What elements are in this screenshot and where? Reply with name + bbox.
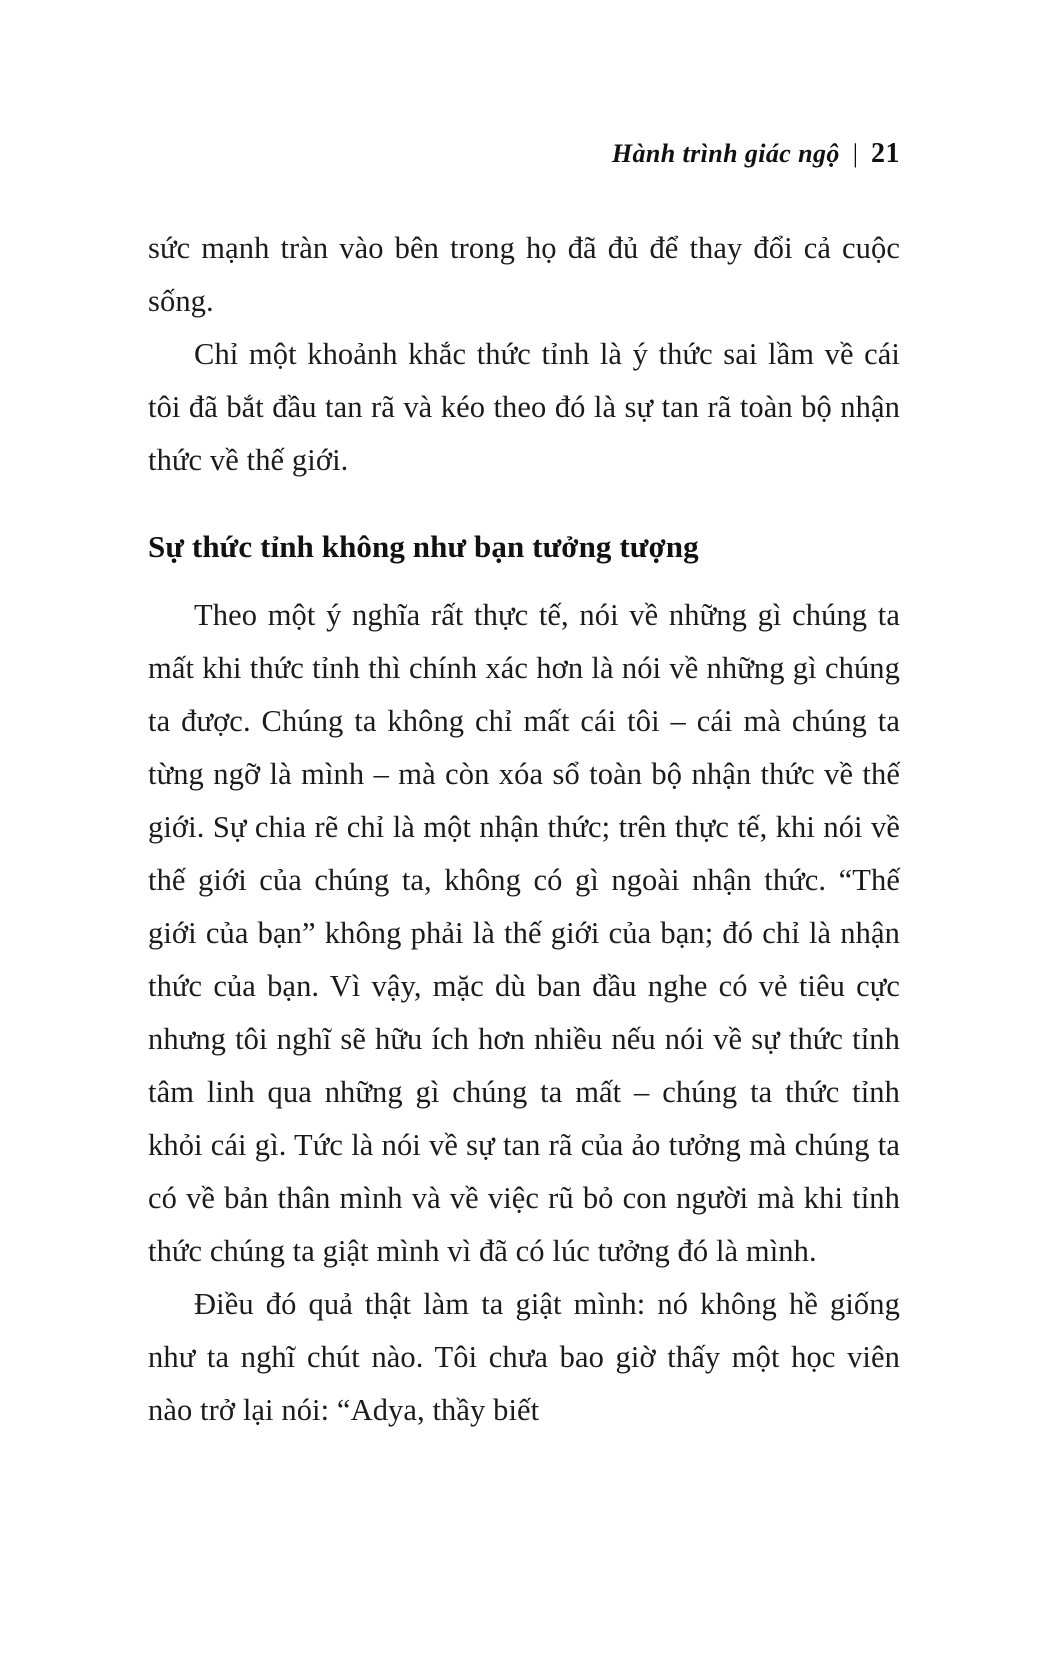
running-head — [612, 138, 900, 170]
page-number: 21 — [871, 138, 900, 169]
body-text-column — [148, 222, 900, 1437]
paragraph: Chỉ một khoảnh khắc thức tỉnh là ý thức sai lầm về cái tôi đã bắt đầu tan rã và kéo theo đó là sự tan rã toàn bộ nhận thức về thế giới. — [148, 337, 900, 477]
running-head-separator: | — [852, 139, 858, 168]
paragraph: Điều đó quả thật làm ta giật mình: nó không hề giống như ta nghĩ chút nào. Tôi chưa bao giờ thấy một học viên nào trở lại nói: “Adya, thầy biết — [148, 1287, 900, 1427]
book-title: Hành trình giác ngộ — [611, 139, 840, 168]
section-heading: Sự thức tỉnh không như bạn tưởng tượng — [148, 529, 699, 564]
paragraph-continuation: sức mạnh tràn vào bên trong họ đã đủ để thay đổi cả cuộc sống. — [148, 231, 900, 318]
paragraph: Theo một ý nghĩa rất thực tế, nói về những gì chúng ta mất khi thức tỉnh thì chính xác hơn là nói về những gì chúng ta được. Chúng ta không chỉ mất cái tôi – cái mà chúng ta từng ngỡ là mình – mà còn xóa sổ toàn bộ nhận thức về thế giới. Sự chia rẽ chỉ là một nhận thức; trên thực tế, khi nói về thế giới của chúng ta, không có gì ngoài nhận thức. “Thế giới của bạn” không phải là thế giới của bạn; đó chỉ là nhận thức của bạn. Vì vậy, mặc dù ban đầu nghe có vẻ tiêu cực nhưng tôi nghĩ sẽ hữu ích hơn nhiều nếu nói về sự thức tỉnh tâm linh qua những gì chúng ta mất – chúng ta thức tỉnh khỏi cái gì. Tức là nói về sự tan rã của ảo tưởng mà chúng ta có về bản thân mình và về việc rũ bỏ con người mà khi tỉnh thức chúng ta giật mình vì đã có lúc tưởng đó là mình. — [148, 598, 900, 1268]
